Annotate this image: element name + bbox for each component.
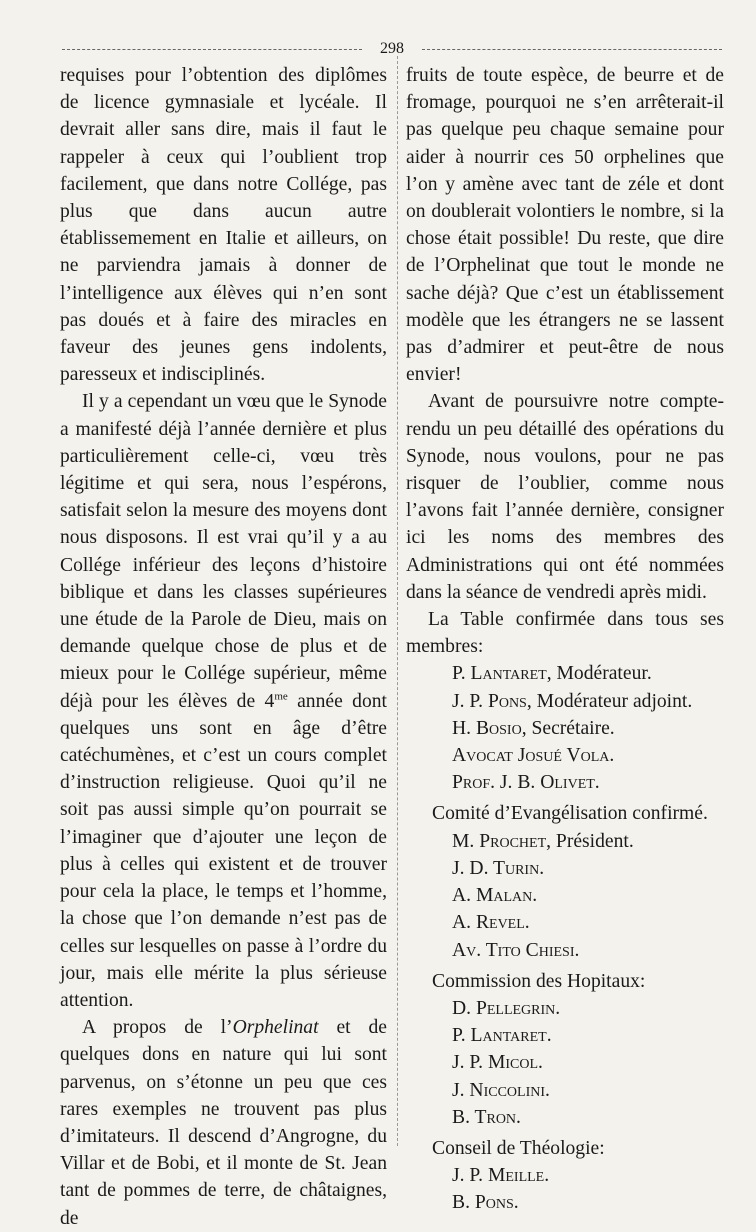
theologie-list bbox=[406, 1162, 724, 1216]
member-role: . bbox=[513, 1192, 519, 1214]
member-role: . bbox=[524, 912, 530, 934]
paragraph bbox=[60, 388, 387, 1014]
member-name: B. Pons bbox=[452, 1192, 514, 1214]
list-item bbox=[406, 1104, 724, 1131]
list-item bbox=[406, 1077, 724, 1104]
member-name: P. Lantaret bbox=[452, 663, 547, 685]
section-heading: Commission des Hopitaux: bbox=[432, 970, 646, 992]
paragraph: fruits de toute espèce, de beurre et de fromage, pourquoi ne s’en arrêterait-il pas quelque peu chaque semaine pour aider à nourrir ces 50 orphelines que l’on y amène avec tant de zéle et dont on doublerait volontiers le nombre, si la chose était possible! Du reste, que dire de l’Orphelinat que tout le monde ne sache déjà? Que c’est un établissement modèle que les étrangers ne se lassent pas d’admirer et peut-être de nous envier! bbox=[406, 65, 724, 386]
paragraph: La Table confirmée dans tous ses membres: bbox=[406, 609, 724, 658]
paragraph-text: et de quelques dons en nature qui lui sont parvenus, on s’étonne un peu que ces rares exemples ne trouvent pas plus d’imitateurs. Il descend d’Angrogne, du Villar et de Bobi, et il monte de St. Jean tant de pommes de terre, de châtaignes, de bbox=[60, 1017, 387, 1229]
member-role: , Modérateur. bbox=[546, 663, 652, 685]
list-item bbox=[406, 909, 724, 936]
member-role: . bbox=[516, 1106, 521, 1128]
member-name: J. Niccolini bbox=[452, 1079, 546, 1101]
member-role: . bbox=[544, 1165, 550, 1187]
list-item bbox=[406, 1189, 724, 1216]
member-name: M. Prochet bbox=[452, 830, 547, 852]
section-heading: Conseil de Théologie: bbox=[432, 1137, 605, 1159]
list-item bbox=[406, 660, 724, 687]
section-heading: Comité d’Evangélisation confirmé. bbox=[432, 803, 708, 825]
member-name: B. Tron bbox=[452, 1106, 517, 1128]
superscript: me bbox=[274, 690, 288, 703]
member-name: A. Malan bbox=[452, 885, 533, 907]
member-name: J. P. Pons bbox=[452, 690, 527, 712]
right-column bbox=[406, 62, 724, 1217]
member-name: J. P. Micol bbox=[452, 1052, 539, 1074]
paragraph bbox=[60, 1014, 387, 1232]
table-members-list bbox=[406, 660, 724, 796]
member-name: Prof. J. B. Olivet bbox=[452, 772, 595, 794]
member-role: . bbox=[594, 772, 600, 794]
list-item bbox=[406, 855, 724, 882]
list-item bbox=[406, 828, 724, 855]
paragraph-text: A propos de l’ bbox=[82, 1017, 233, 1039]
list-item bbox=[406, 1022, 724, 1049]
member-role: . bbox=[555, 997, 561, 1019]
member-name: D. Pellegrin bbox=[452, 997, 556, 1019]
paragraph: Avant de poursuivre notre compte-rendu un peu détaillé des opérations du Synode, nous voulons, pour ne pas risquer de l’oublier, comme nous l’avons fait l’année dernière, consigner ici les noms des membres des Administrations qui ont été nommées dans la séance de vendredi après midi. bbox=[406, 391, 724, 603]
paragraph-text: année dont quelques uns sont en âge d’être catéchumènes, et c’est un cours complet d’instruction religieuse. Quoi qu’il ne soit pas aussi simple qu’on pourrait se l’imaginer que d’ajouter une leçon de plus à celles qui existent et de trouver pour cela la place, le temps et l’homme, la chose que l’on demande n’est pas de celles sur lesquelles on passe à l’ordre du jour, mais elle mérite la plus sérieuse attention. bbox=[60, 690, 387, 1011]
paragraph-text: Il y a cependant un vœu que le Synode a manifesté déjà l’année dernière et plus particulièrement celle-ci, vœu très légitime et qui sera, nous l’espérons, satisfait selon la mesure des moyens dont nous disposons. Il est vrai qu’il y a au Collége inférieur des leçons d’histoire biblique et dans les classes supérieures une étude de la Parole de Dieu, mais on demande quelque chose de plus et de mieux pour le Collége supérieur, même déjà pour les élèves de 4 bbox=[60, 391, 387, 712]
header-rule-right bbox=[422, 49, 722, 50]
member-role: , Modérateur adjoint. bbox=[526, 690, 693, 712]
member-role: . bbox=[546, 1025, 552, 1047]
member-role: . bbox=[609, 745, 615, 767]
page-number: 298 bbox=[374, 40, 410, 57]
member-role: . bbox=[532, 885, 538, 907]
member-role: . bbox=[574, 939, 580, 961]
list-item bbox=[406, 769, 724, 796]
list-item bbox=[406, 882, 724, 909]
list-item bbox=[406, 715, 724, 742]
member-name: J. P. Meille bbox=[452, 1165, 545, 1187]
member-name: Av. Tito Chiesi bbox=[452, 939, 575, 961]
list-item bbox=[406, 688, 724, 715]
left-column bbox=[60, 62, 387, 1232]
list-item bbox=[406, 995, 724, 1022]
page-header bbox=[62, 40, 722, 58]
list-item bbox=[406, 742, 724, 769]
column-divider bbox=[397, 56, 398, 1146]
emphasis: Orphelinat bbox=[232, 1017, 319, 1039]
member-role: . bbox=[538, 1052, 543, 1074]
member-name: P. Lantaret bbox=[452, 1025, 547, 1047]
paragraph: requises pour l’obtention des diplômes de licence gymnasiale et lycéale. Il devrait aller sans dire, mais il faut le rappeler à ceux qui l’oublient trop facilement, que dans notre Collége, pas plus que dans aucun autre établissemement en Italie et ailleurs, on ne parviendra jamais à donner de l’intelligence aux élèves qui n’en sont pas doués et à faire des miracles en faveur des jeunes gens indolents, paresseux et indisciplinés. bbox=[60, 65, 387, 386]
list-item bbox=[406, 1162, 724, 1189]
member-name: H. Bosio bbox=[452, 717, 522, 739]
list-item bbox=[406, 1049, 724, 1076]
member-role: , Président. bbox=[546, 830, 634, 852]
header-rule-left bbox=[62, 49, 362, 50]
hopitaux-list bbox=[406, 995, 724, 1131]
member-role: . bbox=[539, 857, 545, 879]
member-role: . bbox=[545, 1079, 550, 1101]
member-name: A. Revel bbox=[452, 912, 525, 934]
member-role: , Secrétaire. bbox=[521, 717, 615, 739]
member-name: J. D. Turin bbox=[452, 857, 540, 879]
comite-list bbox=[406, 828, 724, 964]
member-name: Avocat Josué Vola bbox=[452, 745, 610, 767]
list-item bbox=[406, 937, 724, 964]
